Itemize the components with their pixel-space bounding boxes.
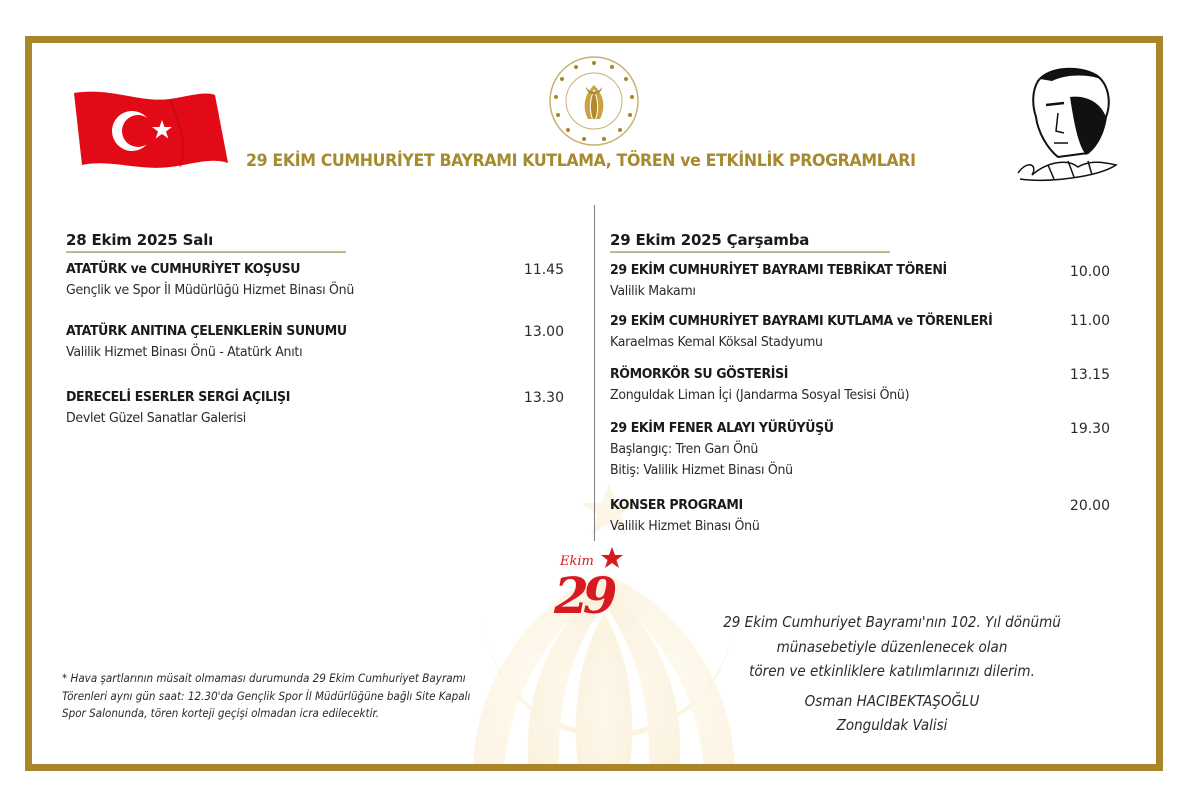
event-location: Zonguldak Liman İçi (Jandarma Sosyal Tesisi Önü) xyxy=(610,387,910,403)
event-title: 29 EKİM CUMHURİYET BAYRAMI KUTLAMA ve TÖRENLERİ xyxy=(610,313,993,329)
footnote-line: Spor Salonunda, tören korteji geçişi olmadan icra edilecektir. xyxy=(62,707,380,720)
event-time: 10.00 xyxy=(1069,264,1110,280)
event-title: ATATÜRK ANITINA ÇELENKLERİN SUNUMU xyxy=(66,323,347,339)
event-time: 13.00 xyxy=(523,324,564,340)
closing-message-line: 29 Ekim Cumhuriyet Bayramı'nın 102. Yıl dönümü xyxy=(723,613,1061,631)
signatory-title: Zonguldak Valisi xyxy=(836,716,948,734)
event-location: Valilik Hizmet Binası Önü - Atatürk Anıtı xyxy=(66,344,303,360)
program-poster-frame xyxy=(25,36,1163,771)
signatory-name: Osman HACIBEKTAŞOĞLU xyxy=(804,691,980,710)
event-location: Valilik Makamı xyxy=(610,283,696,299)
footnote-line: * Hava şartlarının müsait olmaması durumunda 29 Ekim Cumhuriyet Bayramı xyxy=(62,672,466,685)
event-time: 20.00 xyxy=(1069,498,1110,514)
weather-footnote xyxy=(62,670,504,723)
event-location: Devlet Güzel Sanatlar Galerisi xyxy=(66,410,246,426)
event-title: ATATÜRK ve CUMHURİYET KOŞUSU xyxy=(66,261,301,277)
event-time: 13.30 xyxy=(523,390,564,406)
event-time: 13.15 xyxy=(1069,367,1110,383)
turkish-flag-icon xyxy=(70,85,230,175)
event-title: DERECELİ ESERLER SERGİ AÇILIŞI xyxy=(66,389,291,405)
closing-message-line: münasebetiyle düzenlenecek olan xyxy=(776,637,1008,656)
event-location: Valilik Hizmet Binası Önü xyxy=(610,518,760,534)
event-time: 11.00 xyxy=(1069,313,1110,329)
event-location: Başlangıç: Tren Garı Önü xyxy=(610,441,759,457)
ataturk-portrait-icon xyxy=(1008,61,1126,187)
event-title: RÖMORKÖR SU GÖSTERİSİ xyxy=(610,366,789,382)
closing-message-line: tören ve etkinliklere katılımlarınızı dilerim. xyxy=(749,662,1035,680)
event-location: Karaelmas Kemal Köksal Stadyumu xyxy=(610,334,823,350)
day-heading: 29 Ekim 2025 Çarşamba xyxy=(610,231,810,249)
event-time: 19.30 xyxy=(1069,421,1110,437)
event-location: Bitiş: Valilik Hizmet Binası Önü xyxy=(610,462,793,478)
governorship-emblem-icon xyxy=(548,55,640,147)
day-heading-underline xyxy=(610,251,890,253)
ekim-29-logo-icon xyxy=(552,543,638,621)
svg-text:29: 29 xyxy=(554,566,612,621)
page-title: 29 EKİM CUMHURİYET BAYRAMI KUTLAMA, TÖREN ve ETKİNLİK PROGRAMLARI xyxy=(246,151,916,171)
column-divider xyxy=(594,205,595,541)
event-time: 11.45 xyxy=(523,262,564,278)
event-title: 29 EKİM FENER ALAYI YÜRÜYÜŞÜ xyxy=(610,420,834,436)
event-title: 29 EKİM CUMHURİYET BAYRAMI TEBRİKAT TÖRENİ xyxy=(610,262,947,278)
day-heading-underline xyxy=(66,251,346,253)
event-location: Gençlik ve Spor İl Müdürlüğü Hizmet Binası Önü xyxy=(66,282,355,298)
day-heading: 28 Ekim 2025 Salı xyxy=(66,231,214,249)
footnote-line: Törenleri aynı gün saat: 12.30'da Gençlik Spor İl Müdürlüğüne bağlı Site Kapalı xyxy=(62,689,471,703)
closing-message xyxy=(632,610,1152,738)
event-title: KONSER PROGRAMI xyxy=(610,497,743,513)
logo-word: Ekim xyxy=(560,554,594,569)
